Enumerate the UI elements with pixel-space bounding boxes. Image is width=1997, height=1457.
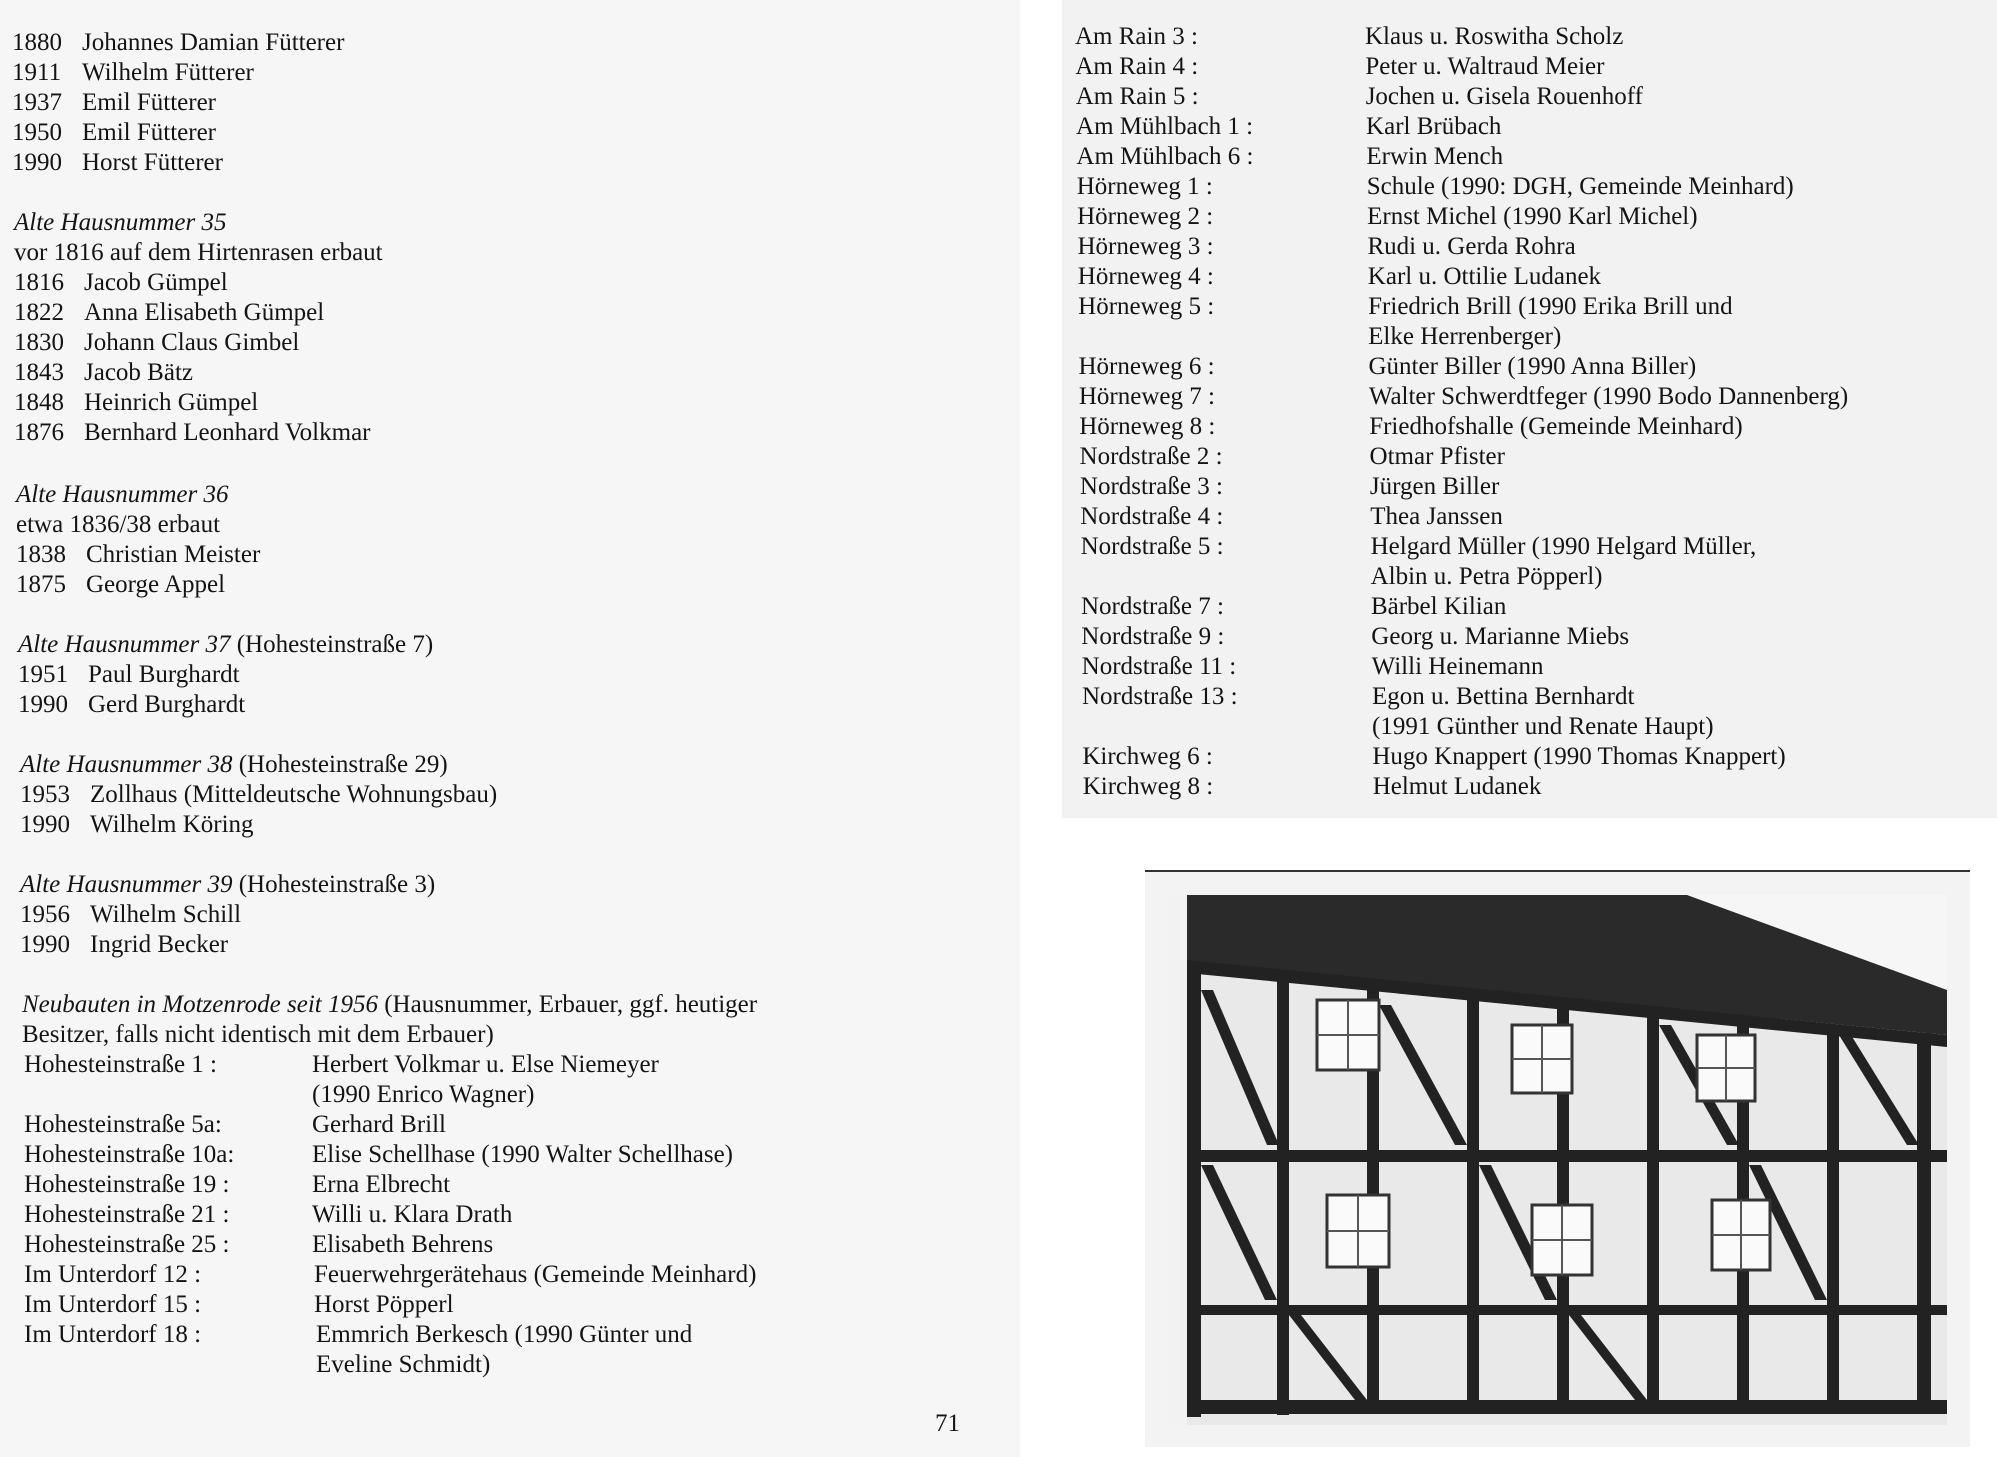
address-label: Hörneweg 5 :: [1078, 293, 1215, 320]
owner-line: 1838 Christian Meister: [16, 541, 261, 568]
resident-name: Klaus u. Roswitha Scholz: [1365, 23, 1624, 50]
address-label: Am Rain 5 :: [1075, 83, 1199, 110]
address-entry: [1077, 232, 1576, 262]
address-label: Hörneweg 3 :: [1077, 233, 1214, 260]
owner-line: 1848 Heinrich Gümpel: [14, 389, 259, 416]
address-label: Am Rain 4 :: [1075, 53, 1199, 80]
resident-name: Peter u. Waltraud Meier: [1365, 53, 1605, 80]
address-entry-cont: (1990 Enrico Wagner): [312, 1081, 535, 1108]
section-heading: Alte Hausnummer 36: [16, 481, 229, 508]
address-entry: [1075, 52, 1605, 82]
address-entry-cont: (1991 Günther und Renate Haupt): [1372, 713, 1714, 740]
section-heading-line: Alte Hausnummer 37 (Hohesteinstraße 7): [18, 631, 434, 658]
owner-line: 1990 Gerd Burghardt: [18, 691, 246, 718]
address-label: Nordstraße 5 :: [1080, 533, 1224, 560]
address-label: Hörneweg 4 :: [1077, 263, 1214, 290]
resident-name: Friedhofshalle (Gemeinde Meinhard): [1369, 413, 1743, 440]
address-entry: [1081, 652, 1544, 682]
address-entry-cont: Albin u. Petra Pöpperl): [1370, 563, 1603, 590]
address-entry: [1080, 532, 1757, 562]
address-entry: [1075, 82, 1643, 112]
address-label: Nordstraße 3 :: [1079, 473, 1223, 500]
address-entry: [1079, 472, 1500, 502]
address-label: Hörneweg 1 :: [1076, 173, 1213, 200]
owner-line: 1956 Wilhelm Schill: [20, 901, 242, 928]
address-entry: [1076, 142, 1504, 172]
owner-line: 1816 Jacob Gümpel: [14, 269, 228, 296]
resident-name: Walter Schwerdtfeger (1990 Bodo Dannenberg): [1368, 383, 1849, 410]
address-label: Hörneweg 6 :: [1078, 353, 1215, 380]
address-entry-cont: Elke Herrenberger): [1368, 323, 1562, 350]
resident-name: Rudi u. Gerda Rohra: [1367, 233, 1576, 260]
half-timbered-house-photo-icon: [1167, 895, 1947, 1425]
address-entry: Hohesteinstraße 5a: Gerhard Brill: [24, 1111, 446, 1138]
address-entry: [1081, 622, 1630, 652]
address-entry: Hohesteinstraße 1 : Herbert Volkmar u. Else Niemeyer: [24, 1051, 659, 1078]
address-label: Nordstraße 11 :: [1081, 653, 1237, 680]
resident-name: Karl u. Ottilie Ludanek: [1367, 263, 1602, 290]
resident-name: Thea Janssen: [1370, 503, 1503, 530]
resident-name: Günter Biller (1990 Anna Biller): [1368, 353, 1697, 380]
address-label: Nordstraße 2 :: [1079, 443, 1223, 470]
address-label: Nordstraße 9 :: [1081, 623, 1225, 650]
owner-line: 1876 Bernhard Leonhard Volkmar: [14, 419, 371, 446]
address-label: Hörneweg 7 :: [1078, 383, 1215, 410]
resident-name: Otmar Pfister: [1369, 443, 1505, 470]
address-label: Am Mühlbach 1 :: [1076, 113, 1254, 140]
address-entry: Im Unterdorf 18 : Emmrich Berkesch (1990 Günter und: [24, 1321, 693, 1348]
address-label: Am Rain 3 :: [1075, 23, 1198, 50]
address-entry: [1080, 502, 1503, 532]
address-entry: [1075, 22, 1624, 52]
address-entry: Hohesteinstraße 25 : Elisabeth Behrens: [24, 1231, 494, 1258]
section-heading-line: Alte Hausnummer 38 (Hohesteinstraße 29): [20, 751, 448, 778]
owner-line: 1950 Emil Fütterer: [12, 119, 216, 146]
owner-line: 1875 George Appel: [16, 571, 226, 598]
address-entry: [1078, 382, 1849, 412]
address-label: Am Mühlbach 6 :: [1076, 143, 1254, 170]
resident-name: Bärbel Kilian: [1370, 593, 1507, 620]
owner-line: 1843 Jacob Bätz: [14, 359, 193, 386]
address-entry: Im Unterdorf 15 : Horst Pöpperl: [24, 1291, 454, 1318]
address-entry: [1080, 592, 1507, 622]
resident-name: Jochen u. Gisela Rouenhoff: [1365, 83, 1643, 110]
owner-line: 1880 Johannes Damian Fütterer: [12, 29, 345, 56]
page-number: 71: [935, 1410, 960, 1437]
section-note: vor 1816 auf dem Hirtenrasen erbaut: [14, 239, 383, 266]
address-label: Nordstraße 13 :: [1082, 683, 1238, 710]
resident-name: Helmut Ludanek: [1372, 773, 1542, 800]
resident-name: Karl Brübach: [1366, 113, 1502, 140]
resident-name: Erwin Mench: [1366, 143, 1504, 170]
owner-line: 1911 Wilhelm Fütterer: [12, 59, 254, 86]
address-label: Nordstraße 7 :: [1080, 593, 1224, 620]
address-entry: [1079, 442, 1505, 472]
owner-line: 1990 Wilhelm Köring: [20, 811, 254, 838]
address-entry: [1076, 172, 1794, 202]
address-entry: [1079, 412, 1743, 442]
resident-name: Georg u. Marianne Miebs: [1371, 623, 1630, 650]
address-entry: [1076, 112, 1502, 142]
owner-line: 1990 Ingrid Becker: [20, 931, 229, 958]
address-label: Nordstraße 4 :: [1080, 503, 1224, 530]
address-entry: Im Unterdorf 12 : Feuerwehrgerätehaus (Gemeinde Meinhard): [24, 1261, 757, 1288]
resident-name: Schule (1990: DGH, Gemeinde Meinhard): [1366, 173, 1794, 200]
address-label: Kirchweg 6 :: [1082, 743, 1213, 770]
address-entry: [1082, 772, 1542, 802]
owner-line: 1990 Horst Fütterer: [12, 149, 223, 176]
owner-line: 1951 Paul Burghardt: [18, 661, 240, 688]
address-entry: [1078, 292, 1733, 322]
resident-name: Ernst Michel (1990 Karl Michel): [1367, 203, 1698, 230]
address-entry: [1077, 202, 1698, 232]
address-entry: Hohesteinstraße 21 : Willi u. Klara Drath: [24, 1201, 513, 1228]
address-entry: [1078, 352, 1697, 382]
address-label: Kirchweg 8 :: [1082, 773, 1214, 800]
address-label: Hörneweg 8 :: [1079, 413, 1216, 440]
address-label: Hörneweg 2 :: [1077, 203, 1214, 230]
owner-line: 1830 Johann Claus Gimbel: [14, 329, 300, 356]
resident-name: Willi Heinemann: [1371, 653, 1544, 680]
resident-name: Jürgen Biller: [1369, 473, 1500, 500]
resident-name: Hugo Knappert (1990 Thomas Knappert): [1372, 743, 1786, 770]
section-heading-line: Alte Hausnummer 39 (Hohesteinstraße 3): [20, 871, 436, 898]
owner-line: 1822 Anna Elisabeth Gümpel: [14, 299, 325, 326]
address-entry: Hohesteinstraße 19 : Erna Elbrecht: [24, 1171, 451, 1198]
resident-name: Helgard Müller (1990 Helgard Müller,: [1370, 533, 1757, 560]
section-heading-line: Neubauten in Motzenrode seit 1956 (Hausnummer, Erbauer, ggf. heutiger: [22, 991, 758, 1018]
owner-line: 1937 Emil Fütterer: [12, 89, 216, 116]
section-note: etwa 1836/38 erbaut: [16, 511, 221, 538]
address-entry-cont: Eveline Schmidt): [316, 1351, 491, 1378]
address-entry: Hohesteinstraße 10a: Elise Schellhase (1990 Walter Schellhase): [24, 1141, 734, 1168]
section-note: Besitzer, falls nicht identisch mit dem Erbauer): [22, 1021, 494, 1048]
address-entry: [1082, 682, 1635, 712]
resident-name: Egon u. Bettina Bernhardt: [1372, 683, 1635, 710]
address-entry: [1082, 742, 1786, 772]
resident-name: Friedrich Brill (1990 Erika Brill und: [1368, 293, 1733, 320]
address-entry: [1077, 262, 1602, 292]
section-heading: Alte Hausnummer 35: [14, 209, 227, 236]
owner-line: 1953 Zollhaus (Mitteldeutsche Wohnungsbau): [20, 781, 498, 808]
